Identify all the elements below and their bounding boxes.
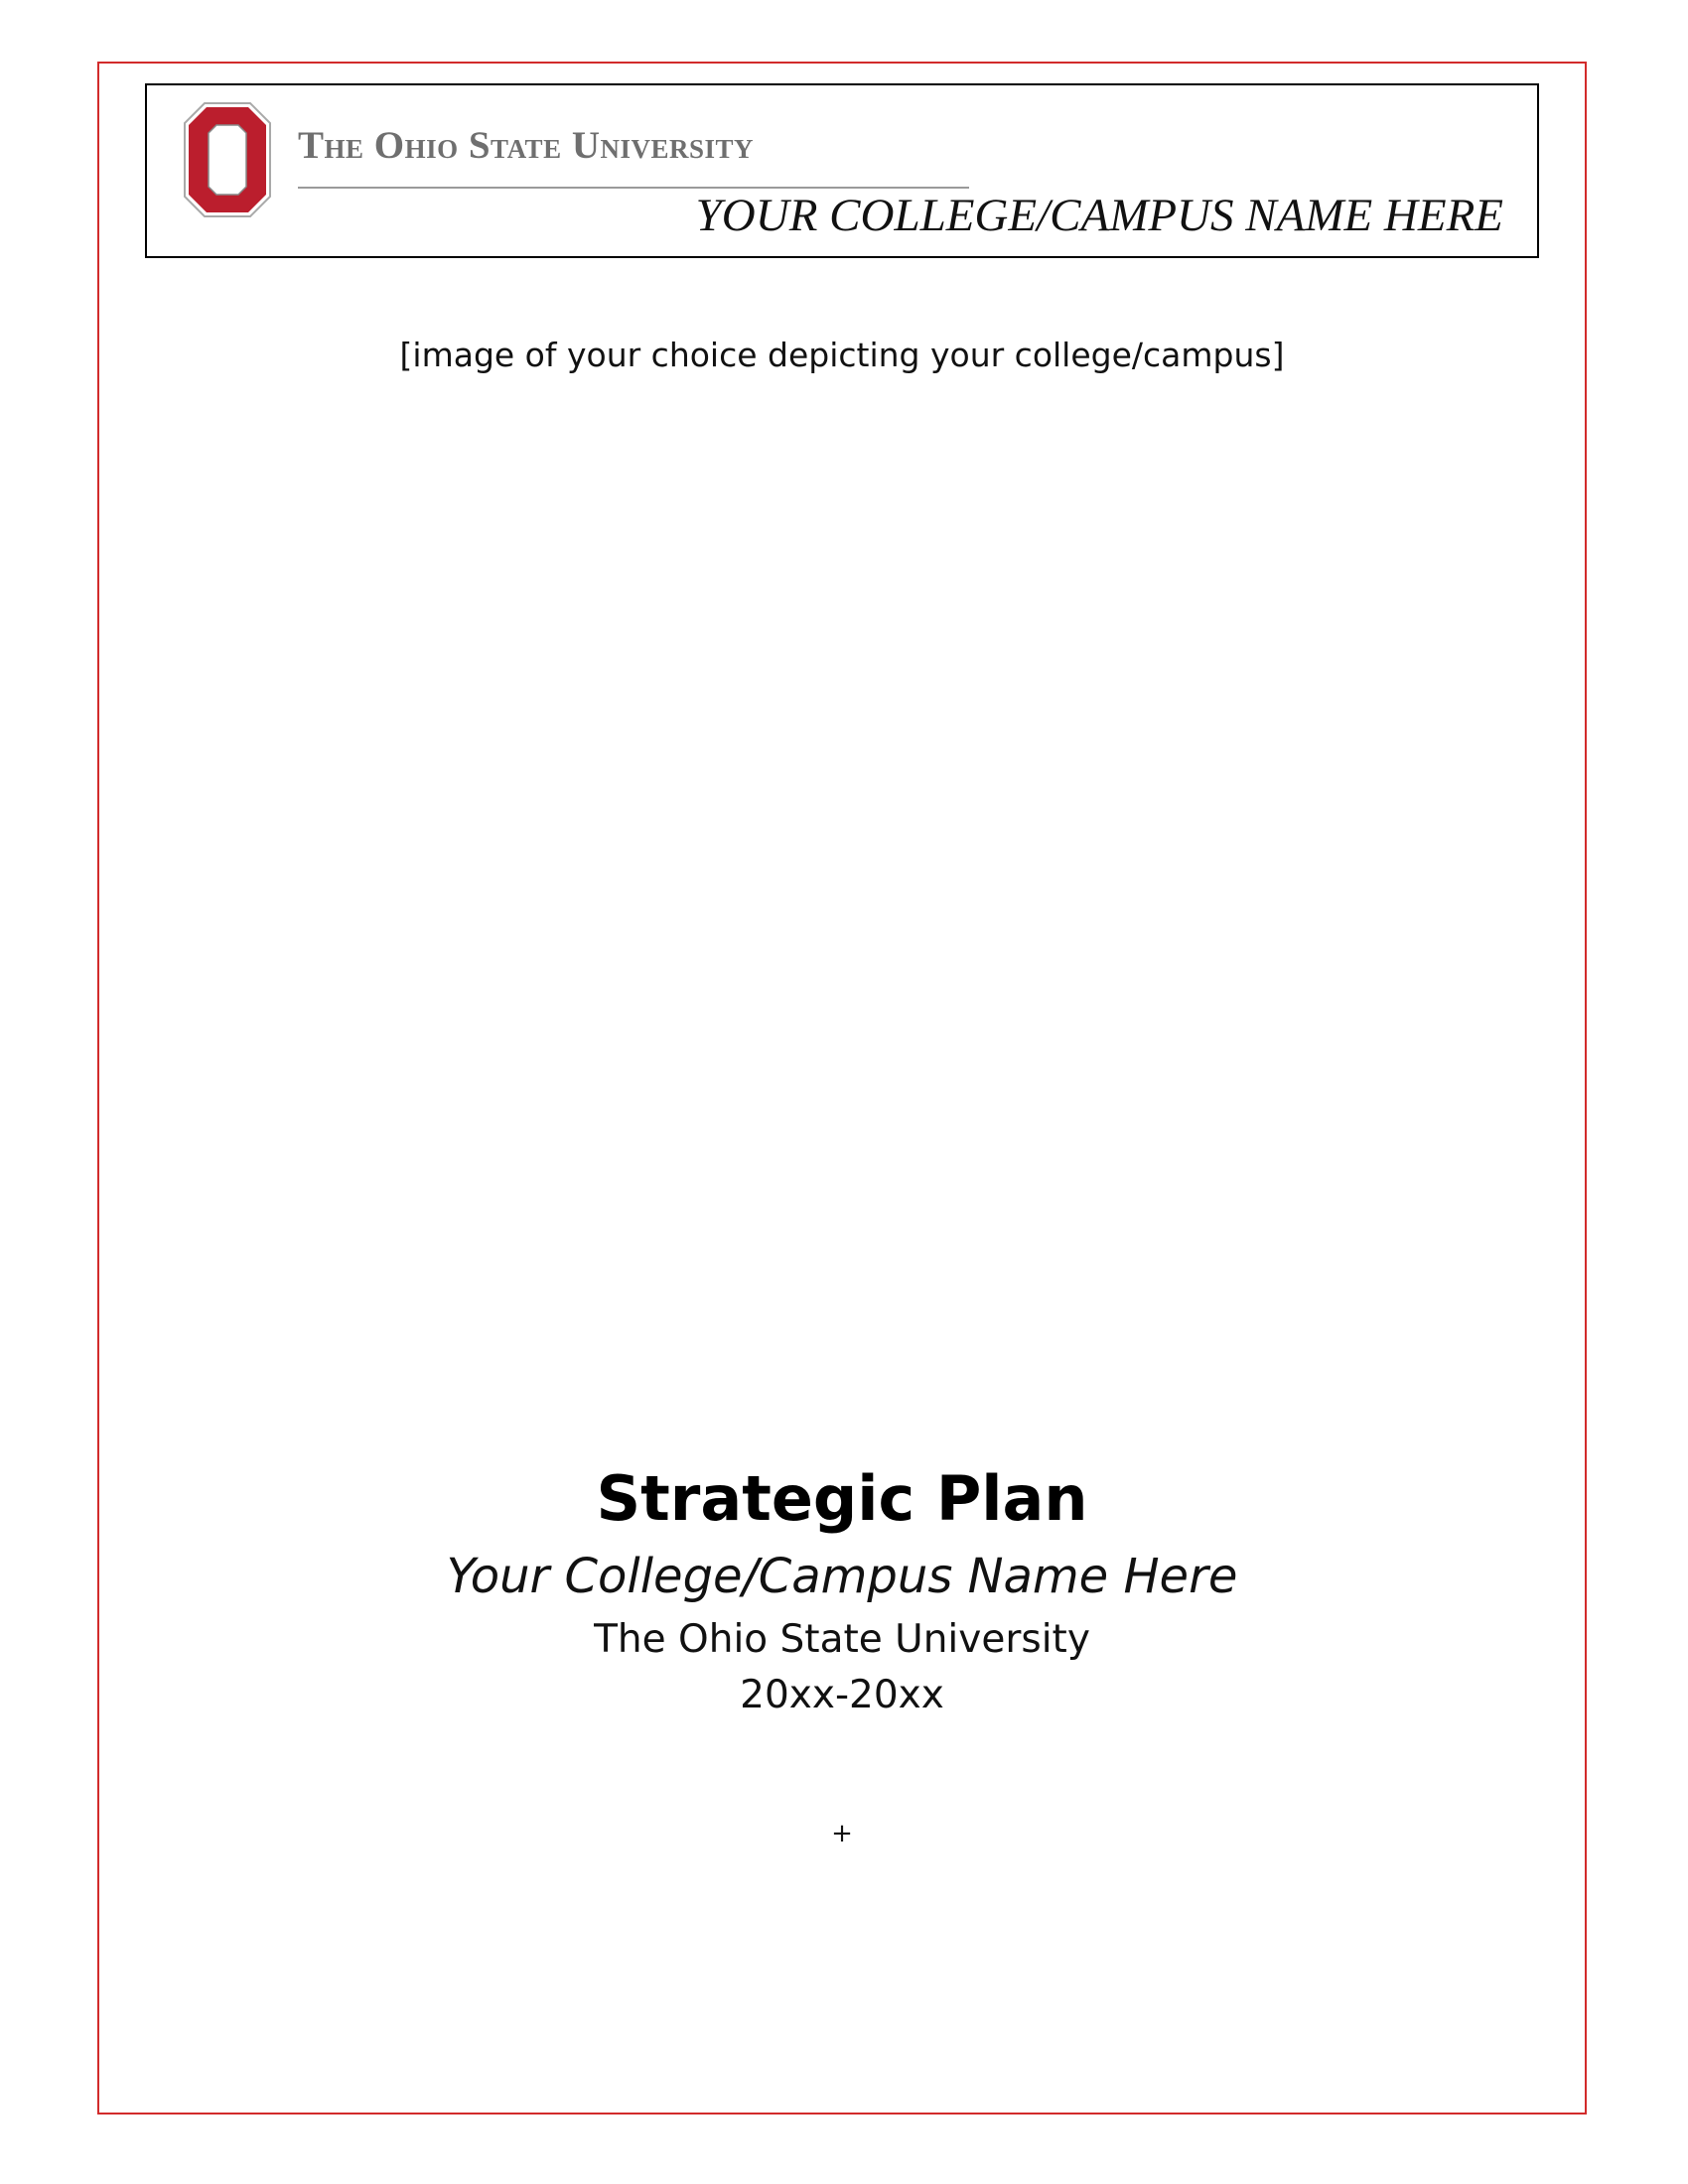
college-name: Your College/Campus Name Here bbox=[446, 1549, 1238, 1604]
document-title: Strategic Plan bbox=[596, 1462, 1088, 1535]
plus-mark: + bbox=[831, 1819, 853, 1848]
year-range: 20xx-20xx bbox=[740, 1673, 944, 1717]
image-placeholder-text: [image of your choice depicting your college/campus] bbox=[399, 336, 1285, 374]
title-block bbox=[97, 1457, 1587, 1723]
university-logo-text: The Ohio State University bbox=[298, 124, 755, 167]
header-box bbox=[145, 83, 1539, 258]
block-o-logo-icon bbox=[183, 101, 272, 218]
university-name: The Ohio State University bbox=[594, 1617, 1090, 1662]
college-header-placeholder: YOUR COLLEGE/CAMPUS NAME HERE bbox=[695, 190, 1503, 241]
